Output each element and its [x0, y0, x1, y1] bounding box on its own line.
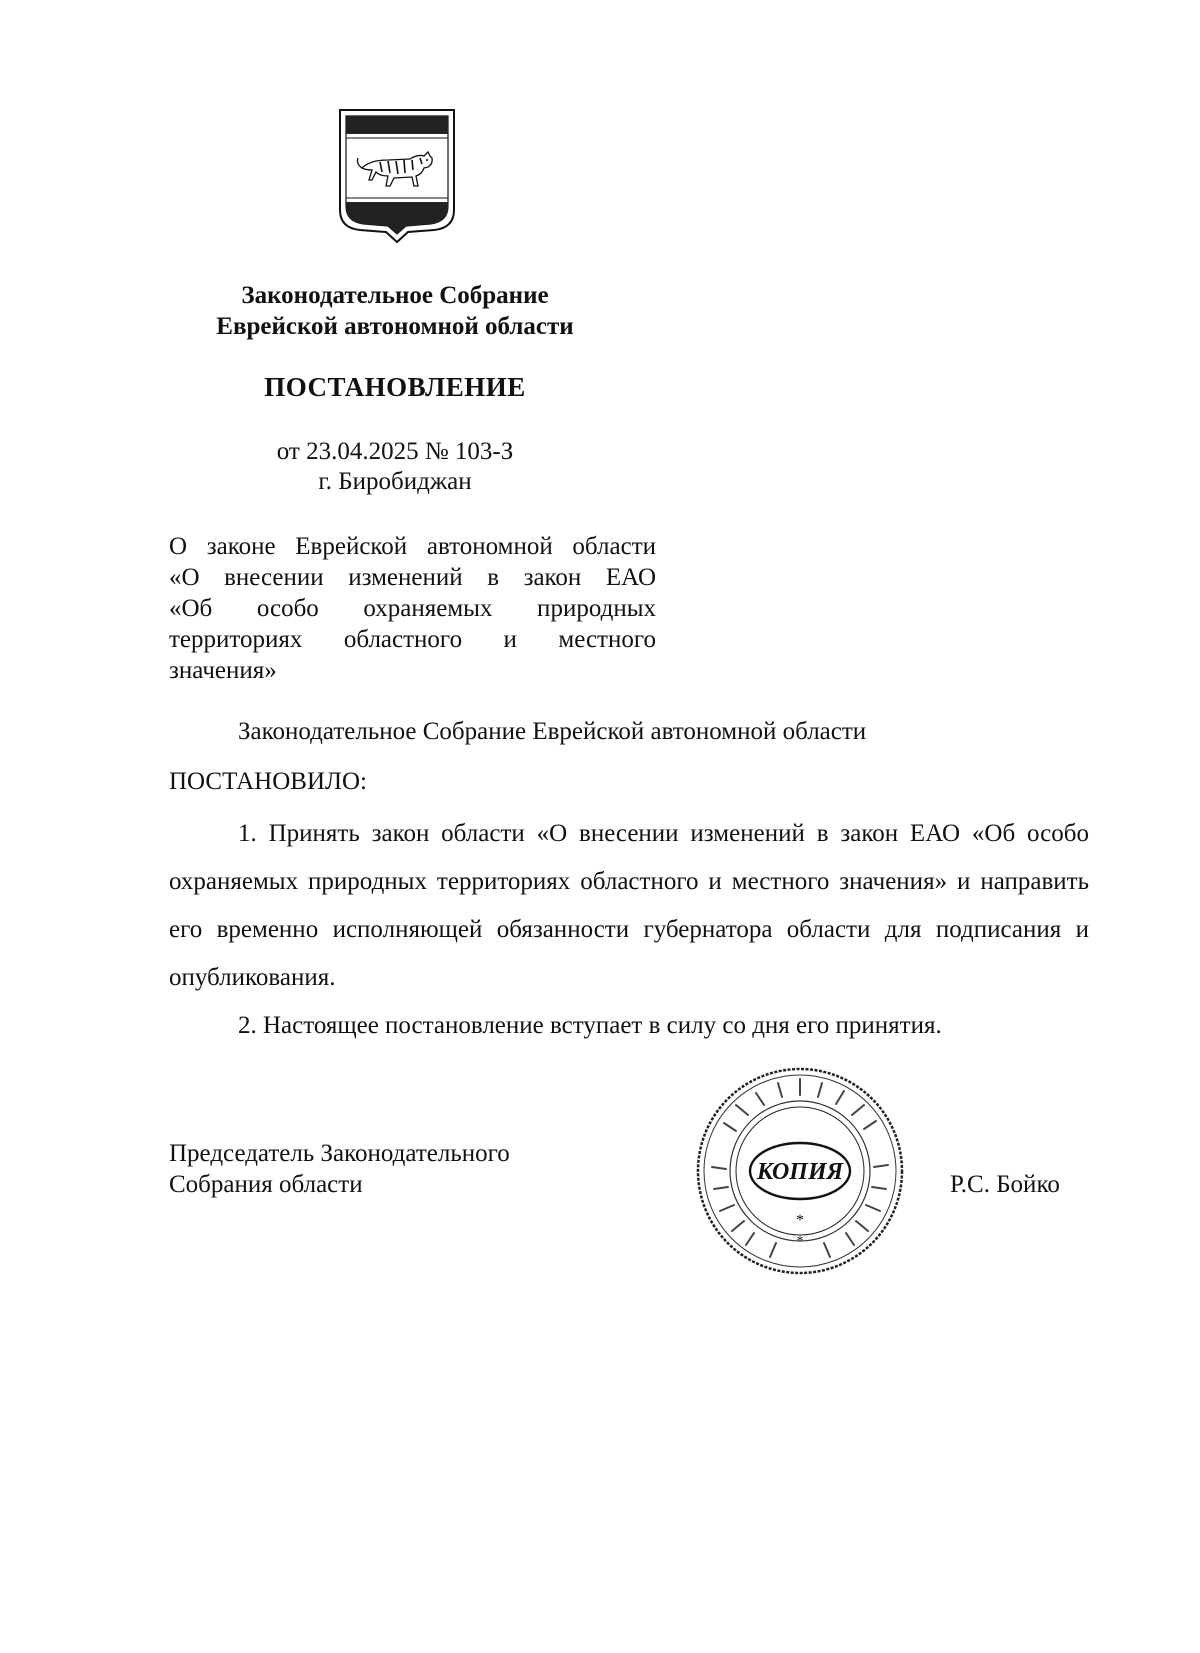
- preamble-text: Законодательное Собрание Еврейской автономной области: [238, 718, 867, 745]
- stamp-star: *: [796, 1234, 804, 1249]
- document-type-heading: ПОСТАНОВЛЕНИЕ: [264, 372, 526, 402]
- resolution-item: 2. Настоящее постановление вступает в силу со дня его принятия.: [238, 1012, 942, 1039]
- coat-of-arms-emblem: [336, 106, 458, 250]
- resolution-items: [169, 810, 1089, 1050]
- signature-title-line1: Председатель Законодательного: [169, 1140, 510, 1167]
- document-preamble: [169, 716, 1089, 797]
- subject-line: территориях областного и местного: [169, 626, 656, 653]
- official-seal-stamp: [694, 1065, 906, 1277]
- document-city: г. Биробиджан: [318, 468, 472, 495]
- resolved-heading: ПОСТАНОВИЛО:: [169, 768, 367, 795]
- document-subject: [169, 531, 656, 686]
- organization-name: [160, 280, 630, 342]
- coat-of-arms-tiger-icon: [336, 106, 458, 250]
- signatory-name: Р.С. Бойко: [950, 1171, 1060, 1198]
- document-date-block: [160, 437, 630, 497]
- official-seal-icon: [694, 1065, 906, 1277]
- stamp-star: *: [796, 1212, 804, 1229]
- resolution-item: 1. Принять закон области «О внесении изменений в закон ЕАО «Об особо охраняемых природных территориях областного и местного значения» и направить его временно исполняющей обязанности губернатора области для подписания и опубликования.: [169, 820, 1089, 991]
- signature-title-line2: Собрания области: [169, 1171, 363, 1198]
- signature-title: [169, 1138, 510, 1200]
- organization-name-line2: Еврейской автономной области: [216, 313, 574, 340]
- subject-line: «О внесении изменений в закон ЕАО: [169, 564, 656, 591]
- stamp-center-text: КОПИЯ: [756, 1159, 844, 1185]
- subject-line: значения»: [169, 657, 277, 684]
- organization-name-line1: Законодательное Собрание: [241, 282, 549, 309]
- subject-line: «Об особо охраняемых природных: [169, 595, 656, 622]
- subject-line: О законе Еврейской автономной области: [169, 533, 656, 560]
- document-date-number: от 23.04.2025 № 103-З: [276, 438, 514, 465]
